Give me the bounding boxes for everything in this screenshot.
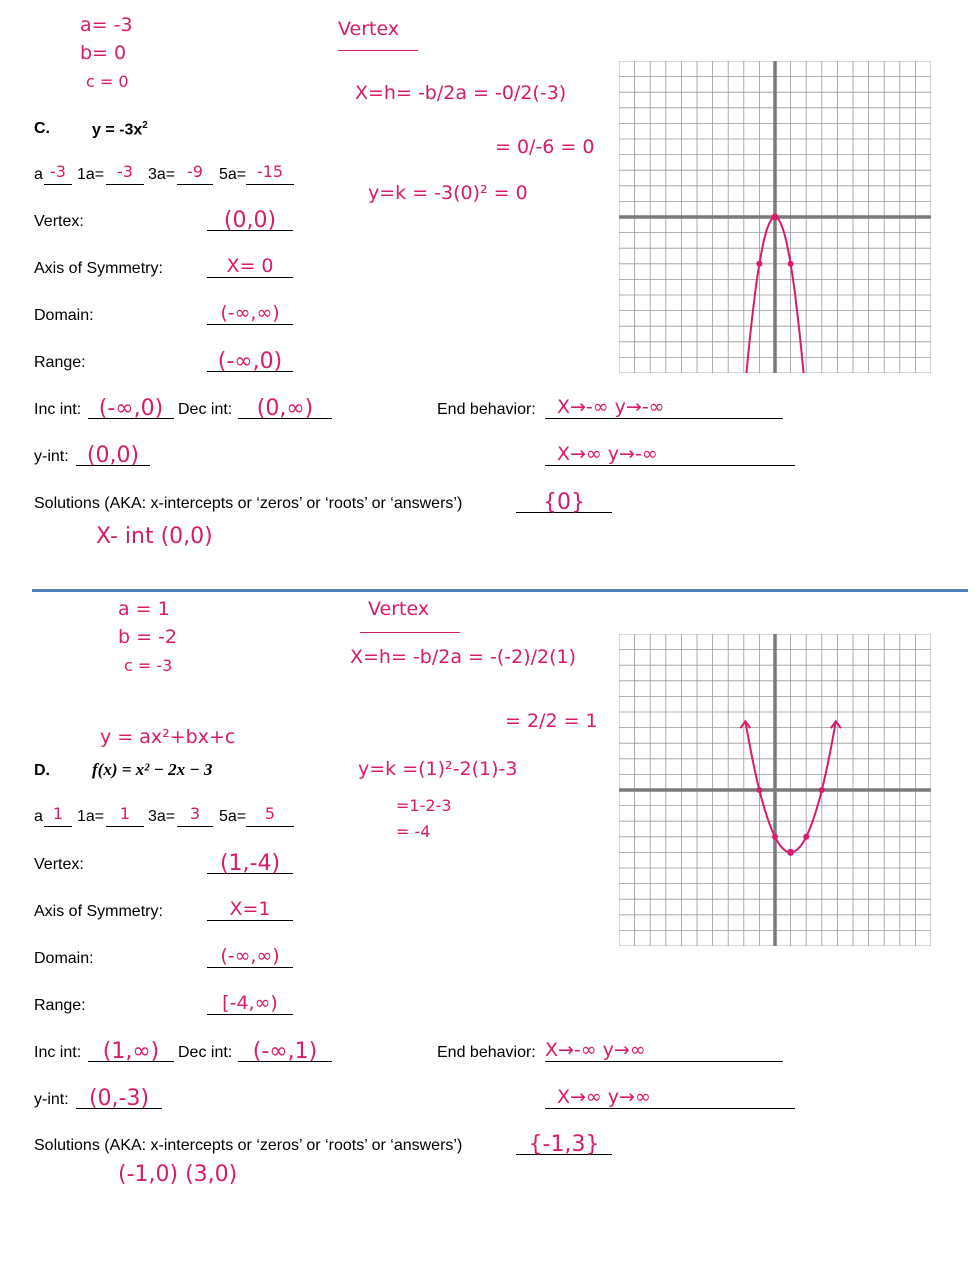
a1-label: 1a=	[77, 808, 105, 825]
axis-value: X=1	[229, 898, 271, 920]
vertex-point	[772, 214, 779, 221]
dec-label: Dec int:	[178, 401, 233, 418]
vertex-label: Vertex:	[34, 213, 84, 230]
inc-blank[interactable]	[88, 1039, 174, 1062]
range-value: [-4,∞)	[222, 992, 278, 1014]
end-behavior-blank-2[interactable]	[545, 443, 795, 466]
axis-blank[interactable]	[207, 255, 293, 278]
solutions-label: Solutions (AKA: x-intercepts or ‘zeros’ or ‘roots’ or ‘answers’)	[34, 1137, 463, 1154]
coeff-c: c = -3	[124, 656, 173, 675]
xint-note: X- int (0,0)	[96, 524, 213, 549]
end-behavior-value-1: X→-∞ y→-∞	[557, 396, 665, 418]
problem-letter: C.	[34, 120, 50, 137]
vertex-work-line2: = 0/-6 = 0	[495, 136, 595, 158]
domain-blank[interactable]	[207, 945, 293, 968]
a1-blank[interactable]	[106, 162, 144, 185]
dec-value: (0,∞)	[256, 396, 314, 421]
end-behavior-value-1: X→-∞ y→∞	[545, 1039, 646, 1061]
coeff-a: a = 1	[118, 598, 170, 620]
section-divider	[32, 589, 968, 592]
a3-label: 3a=	[148, 166, 176, 183]
range-label: Range:	[34, 354, 86, 371]
standard-form: y = ax²+bx+c	[100, 726, 236, 748]
plotted-point	[788, 261, 794, 267]
axis-blank[interactable]	[207, 898, 293, 921]
end-behavior-blank-1[interactable]	[545, 396, 783, 419]
dec-blank[interactable]	[238, 1039, 332, 1062]
axis-value: X= 0	[226, 255, 274, 277]
vertex-value: (0,0)	[223, 208, 277, 233]
solutions-value: {0}	[543, 490, 585, 515]
vertex-work-heading: Vertex	[338, 18, 400, 40]
solutions-value: {-1,3}	[528, 1132, 600, 1157]
yint-label: y-int:	[34, 448, 69, 465]
plotted-point	[803, 834, 809, 840]
a3-blank[interactable]	[177, 162, 213, 185]
vertex-value: (1,-4)	[219, 851, 281, 876]
domain-blank[interactable]	[207, 302, 293, 325]
a-blank[interactable]	[44, 162, 72, 185]
range-label: Range:	[34, 997, 86, 1014]
vertex-work-line2: = 2/2 = 1	[505, 710, 598, 732]
roots-note: (-1,0) (3,0)	[118, 1162, 238, 1187]
plotted-point	[819, 787, 825, 793]
range-blank[interactable]	[207, 349, 293, 372]
a5-blank[interactable]	[246, 804, 294, 827]
heading-underline	[360, 632, 460, 633]
inc-value: (1,∞)	[102, 1039, 160, 1064]
solutions-blank[interactable]	[516, 490, 612, 513]
end-behavior-value-2: X→∞ y→∞	[557, 1086, 651, 1108]
vertex-label: Vertex:	[34, 856, 84, 873]
axis-label: Axis of Symmetry:	[34, 903, 163, 920]
a5-label: 5a=	[219, 166, 247, 183]
vertex-work-line3: y=k = -3(0)² = 0	[368, 182, 528, 204]
a1-value: 1	[119, 804, 131, 823]
plotted-point	[772, 834, 778, 840]
domain-label: Domain:	[34, 950, 94, 967]
vertex-blank[interactable]	[207, 208, 293, 231]
yint-value: (0,-3)	[88, 1086, 150, 1111]
end-behavior-label: End behavior:	[437, 1044, 536, 1061]
coeff-b: b= 0	[80, 42, 127, 64]
vertex-blank[interactable]	[207, 851, 293, 874]
inc-label: Inc int:	[34, 401, 82, 418]
vertex-work-heading: Vertex	[368, 598, 430, 620]
yint-value: (0,0)	[86, 443, 140, 468]
a3-label: 3a=	[148, 808, 176, 825]
inc-blank[interactable]	[88, 396, 174, 419]
range-value: (-∞,0)	[217, 349, 283, 374]
vertex-work-line4: =1-2-3	[396, 796, 452, 815]
a-value: -3	[50, 162, 66, 181]
yint-blank[interactable]	[76, 1086, 162, 1109]
graph-c	[619, 61, 931, 373]
domain-value: (-∞,∞)	[220, 302, 280, 324]
problem-letter: D.	[34, 762, 50, 779]
a1-label: 1a=	[77, 166, 105, 183]
a3-value: 3	[189, 804, 201, 823]
graph-d	[619, 634, 931, 946]
a3-blank[interactable]	[177, 804, 213, 827]
dec-blank[interactable]	[238, 396, 332, 419]
yint-label: y-int:	[34, 1091, 69, 1108]
end-behavior-label: End behavior:	[437, 401, 536, 418]
vertex-work-line1: X=h= -b/2a = -(-2)/2(1)	[350, 646, 577, 668]
coeff-b: b = -2	[118, 626, 178, 648]
vertex-point	[787, 849, 794, 856]
a-label: a	[34, 808, 43, 825]
inc-value: (-∞,0)	[98, 396, 164, 421]
a5-value: -15	[256, 162, 284, 181]
a3-value: -9	[187, 162, 203, 181]
a5-value: 5	[264, 804, 276, 823]
a-blank[interactable]	[44, 804, 72, 827]
domain-label: Domain:	[34, 307, 94, 324]
equation: f(x) = x² − 2x − 3	[92, 760, 213, 779]
solutions-blank[interactable]	[516, 1132, 612, 1155]
vertex-work-line1: X=h= -b/2a = -0/2(-3)	[355, 82, 567, 104]
a1-blank[interactable]	[106, 804, 144, 827]
a5-label: 5a=	[219, 808, 247, 825]
plotted-point	[756, 787, 762, 793]
domain-value: (-∞,∞)	[220, 945, 280, 967]
solutions-label: Solutions (AKA: x-intercepts or ‘zeros’ or ‘roots’ or ‘answers’)	[34, 495, 463, 512]
vertex-work-line3: y=k =(1)²-2(1)-3	[358, 758, 518, 780]
axis-label: Axis of Symmetry:	[34, 260, 163, 277]
equation: $y = -3x^2$	[92, 120, 148, 139]
dec-label: Dec int:	[178, 1044, 233, 1061]
heading-underline	[338, 50, 418, 51]
yint-blank[interactable]	[76, 443, 150, 466]
a-value: 1	[52, 804, 64, 823]
dec-value: (-∞,1)	[252, 1039, 318, 1064]
vertex-work-line5: = -4	[396, 822, 431, 841]
end-behavior-blank-2[interactable]	[545, 1086, 795, 1109]
a5-blank[interactable]	[246, 162, 294, 185]
coeff-c: c = 0	[86, 72, 129, 91]
coeff-a: a= -3	[80, 14, 133, 36]
inc-label: Inc int:	[34, 1044, 82, 1061]
end-behavior-blank-1[interactable]	[545, 1039, 783, 1062]
end-behavior-value-2: X→∞ y→-∞	[557, 443, 658, 465]
plotted-point	[756, 261, 762, 267]
a-label: a	[34, 166, 43, 183]
a1-value: -3	[117, 162, 133, 181]
range-blank[interactable]	[207, 992, 293, 1015]
